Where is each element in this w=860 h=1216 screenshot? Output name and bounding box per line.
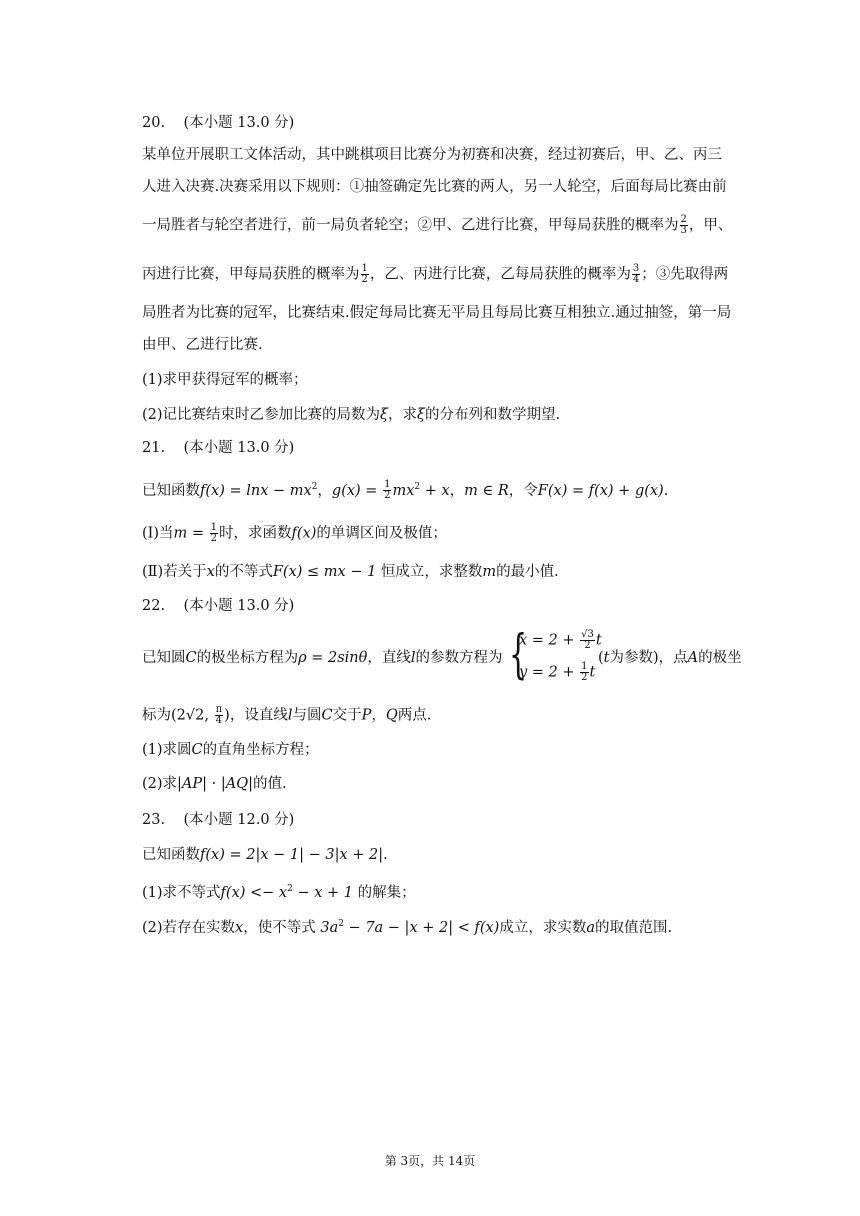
q20-line4-text-c: ；③先取得两 bbox=[641, 266, 729, 283]
q21-part2-text-b: 的不等式 bbox=[214, 564, 273, 580]
q22-line2-text-e: 两点. bbox=[397, 707, 432, 724]
f-of-x: f(x) bbox=[291, 525, 317, 542]
fraction-numerator: 1 bbox=[581, 661, 588, 672]
fraction-sqrt3-2 bbox=[580, 630, 595, 651]
page-footer: 第 3页，共 14页 bbox=[384, 1154, 476, 1168]
q20-part2-text-a: (2)记比赛结束时乙参加比赛的局数为 bbox=[142, 407, 381, 423]
q23-score: (本小题 12.0 分) bbox=[183, 812, 295, 828]
q21-part2 bbox=[142, 562, 559, 582]
q22-part2-text-b: 的值. bbox=[253, 776, 287, 792]
inequality: F(x) ≤ mx − 1 bbox=[272, 564, 377, 580]
t-var: t bbox=[603, 650, 610, 666]
q23-part2 bbox=[142, 914, 672, 938]
q22-line2-text-a: 标为(2 bbox=[142, 707, 186, 724]
fraction-pi-4 bbox=[215, 705, 224, 726]
q22-line2-text-b: )，设直线 bbox=[224, 707, 288, 724]
q20-line4-text-b: ，乙、丙进行比赛，乙每局获胜的概率为 bbox=[369, 266, 631, 283]
q23-part2-text-b: ，使不等式 bbox=[243, 919, 321, 936]
q20-part1: (1)求甲获得冠军的概率； bbox=[142, 372, 308, 388]
exponent: 2 bbox=[338, 919, 344, 929]
sqrt2: √2 bbox=[185, 707, 205, 724]
C-var: C bbox=[321, 707, 333, 724]
fraction-1-2 bbox=[361, 264, 369, 285]
q23-stem bbox=[142, 845, 388, 865]
q20-line4-text-a: 丙进行比赛，甲每局获胜的概率为 bbox=[142, 266, 360, 283]
q22-line2-text-c: 与圆 bbox=[292, 707, 322, 724]
fraction-1-2 bbox=[383, 480, 391, 501]
C-var: C bbox=[185, 650, 197, 666]
m-var: m bbox=[482, 564, 497, 580]
q21-number: 21. bbox=[142, 440, 166, 456]
x-var: x bbox=[206, 564, 215, 580]
param-row-x bbox=[519, 630, 602, 651]
q23-part2-text-c: 成立，求实数 bbox=[499, 919, 587, 936]
t-var: t bbox=[595, 632, 602, 649]
x-var: x bbox=[235, 919, 244, 936]
q23-stem-text: 已知函数 bbox=[142, 847, 200, 863]
q22-stem-text-d: 的参数方程为 bbox=[415, 650, 503, 666]
inequality: f(x) <− x bbox=[220, 884, 288, 901]
q22-stem-text-a: 已知圆 bbox=[142, 650, 186, 666]
t-var: t bbox=[589, 664, 596, 681]
fraction-denominator: 4 bbox=[632, 274, 640, 285]
q23-part2-text-d: 的取值范围. bbox=[594, 919, 673, 936]
q22-part2-text-a: (2)求 bbox=[142, 776, 178, 792]
q21-part2-text-c: 恒成立，求整数 bbox=[376, 564, 483, 580]
q20-line5: 局胜者为比赛的冠军，比赛结束.假定每局比赛无平局且每局比赛互相独立.通过抽签，第一局 bbox=[142, 305, 732, 321]
param-row-x-text: x = 2 + bbox=[519, 632, 580, 649]
fraction-numerator: √3 bbox=[581, 629, 594, 640]
q22-param-note bbox=[598, 648, 742, 668]
g-definition-rest: mx bbox=[392, 482, 415, 499]
q21-part1-text-c: 的单调区间及极值； bbox=[316, 525, 447, 542]
Q-var: Q bbox=[385, 707, 398, 724]
q20-score: (本小题 13.0 分) bbox=[183, 115, 295, 131]
q22-stem-text-b: 的极坐标方程为 bbox=[196, 650, 299, 666]
A-var: A bbox=[687, 650, 699, 666]
q20-number: 20. bbox=[142, 115, 166, 131]
let-text: 令 bbox=[523, 482, 538, 499]
q23-part2-text-a: (2)若存在实数 bbox=[142, 919, 236, 936]
fraction-denominator: 4 bbox=[215, 715, 223, 726]
q22-stem bbox=[142, 648, 503, 668]
fraction-1-2 bbox=[210, 523, 218, 544]
q23-part1-text-b: 的解集； bbox=[352, 884, 416, 901]
fraction-numerator: 1 bbox=[361, 263, 368, 274]
q20-part2-text-b: ，求 bbox=[388, 407, 418, 423]
q21-stem-text: 已知函数 bbox=[142, 482, 200, 499]
fraction-denominator: 2 bbox=[384, 490, 391, 502]
F-definition: F(x) = f(x) + g(x). bbox=[537, 482, 669, 499]
inequality: 3a bbox=[320, 919, 339, 936]
q22-param-note-tail: 的极坐 bbox=[698, 650, 742, 666]
q21-stem: 已知函数$f(x) = \ln x - mx^2$，g(x) = $\frac{1}{2}$ $mx^2 + x$，m ∈ R，令F(x) = f(x) + g(x). bbox=[142, 479, 669, 502]
q20-line3-text-a: 一局胜者与轮空者进行，前一局负者轮空；②甲、乙进行比赛，甲每局获胜的概率为 bbox=[142, 217, 679, 234]
fraction-denominator: 2 bbox=[210, 533, 218, 544]
fraction-denominator: 3 bbox=[680, 225, 687, 236]
fraction-denominator: 2 bbox=[581, 672, 588, 683]
g-definition-tail: + x bbox=[420, 482, 450, 499]
q22-score: (本小题 13.0 分) bbox=[183, 598, 295, 614]
f-definition: f(x) = 2|x − 1| − 3|x + 2|. bbox=[200, 847, 388, 863]
inequality-tail: − x + 1 bbox=[292, 884, 353, 901]
m-equals: m = bbox=[173, 525, 209, 542]
l-var: l bbox=[287, 707, 293, 724]
a-var: a bbox=[586, 919, 595, 936]
param-row-y-text: y = 2 + bbox=[519, 664, 580, 681]
q20-part2 bbox=[142, 405, 560, 425]
q23-number: 23. bbox=[142, 812, 166, 828]
q21-header bbox=[142, 438, 294, 458]
q21-part1-text-a: (Ⅰ)当 bbox=[142, 525, 174, 542]
q23-part1 bbox=[142, 879, 416, 903]
q23-header bbox=[142, 810, 294, 830]
q22-part2 bbox=[142, 774, 287, 794]
q20-line3-text-b: ，甲、 bbox=[688, 217, 733, 234]
q20-header bbox=[142, 113, 294, 133]
q22-part1 bbox=[142, 740, 319, 760]
q20-part2-text-c: 的分布列和数学期望. bbox=[425, 407, 561, 423]
fraction-denominator: 2 bbox=[584, 640, 591, 651]
exponent: 2 bbox=[414, 482, 421, 492]
q20-line3 bbox=[142, 215, 732, 236]
q21-part1 bbox=[142, 523, 447, 544]
fraction-numerator: 1 bbox=[384, 479, 391, 491]
l-var: l bbox=[410, 650, 416, 666]
polar-equation: ρ = 2sinθ bbox=[298, 650, 368, 666]
paren-open: ( bbox=[598, 650, 604, 666]
q22-line2: 标为(2√2, $\frac{\pi}{4}$ )，设直线l与圆C交于P，Q两点. bbox=[142, 704, 432, 726]
q22-part1-text-b: 的直角坐标方程； bbox=[202, 742, 319, 758]
fraction-numerator: 2 bbox=[680, 214, 687, 225]
q23-part1-text-a: (1)求不等式 bbox=[142, 884, 221, 901]
fraction-denominator: 2 bbox=[361, 274, 368, 285]
q22-stem-text-c: ，直线 bbox=[367, 650, 411, 666]
q20-line6: 由甲、乙进行比赛. bbox=[142, 337, 263, 353]
C-var: C bbox=[191, 742, 203, 758]
q22-header bbox=[142, 596, 294, 616]
q22-param-note-text: 为参数)，点 bbox=[609, 650, 688, 666]
brace-icon: { bbox=[509, 625, 528, 685]
g-definition: g(x) = bbox=[331, 482, 383, 499]
fraction-numerator: 1 bbox=[210, 522, 218, 533]
fraction-3-4 bbox=[632, 264, 640, 285]
ap-aq-expression: |AP| · |AQ| bbox=[177, 776, 254, 792]
param-row-y bbox=[519, 662, 595, 683]
q20-line4 bbox=[142, 264, 728, 285]
fraction-numerator: π bbox=[215, 704, 223, 715]
q22-line2-text-d: 交于 bbox=[332, 707, 362, 724]
comma: , bbox=[204, 707, 214, 724]
exponent: 2 bbox=[287, 884, 293, 894]
inequality-tail: − 7a − |x + 2| < f(x) bbox=[343, 919, 500, 936]
q21-part2-text-d: 的最小值. bbox=[496, 564, 559, 580]
m-domain: m ∈ R bbox=[464, 482, 509, 499]
q21-part1-text-b: 时，求函数 bbox=[219, 525, 292, 542]
fraction-2-3 bbox=[680, 215, 688, 236]
exponent: 2 bbox=[311, 482, 318, 492]
fraction-1-2 bbox=[580, 662, 588, 683]
f-definition: f(x) = lnx − mx bbox=[200, 482, 312, 499]
q22-number: 22. bbox=[142, 598, 166, 614]
xi-symbol: ξ bbox=[380, 407, 389, 423]
xi-symbol: ξ bbox=[417, 407, 426, 423]
q20-line1: 某单位开展职工文体活动，其中跳棋项目比赛分为初赛和决赛，经过初赛后，甲、乙、丙三 bbox=[142, 147, 722, 163]
q22-part1-text-a: (1)求圆 bbox=[142, 742, 192, 758]
q21-part2-text-a: (Ⅱ)若关于 bbox=[142, 564, 207, 580]
q20-line2: 人进入决赛.决赛采用以下规则：①抽签确定先比赛的两人，另一人轮空，后面每局比赛由前 bbox=[142, 179, 727, 195]
P-var: P bbox=[361, 707, 372, 724]
q21-score: (本小题 13.0 分) bbox=[183, 440, 295, 456]
fraction-numerator: 3 bbox=[632, 263, 640, 274]
